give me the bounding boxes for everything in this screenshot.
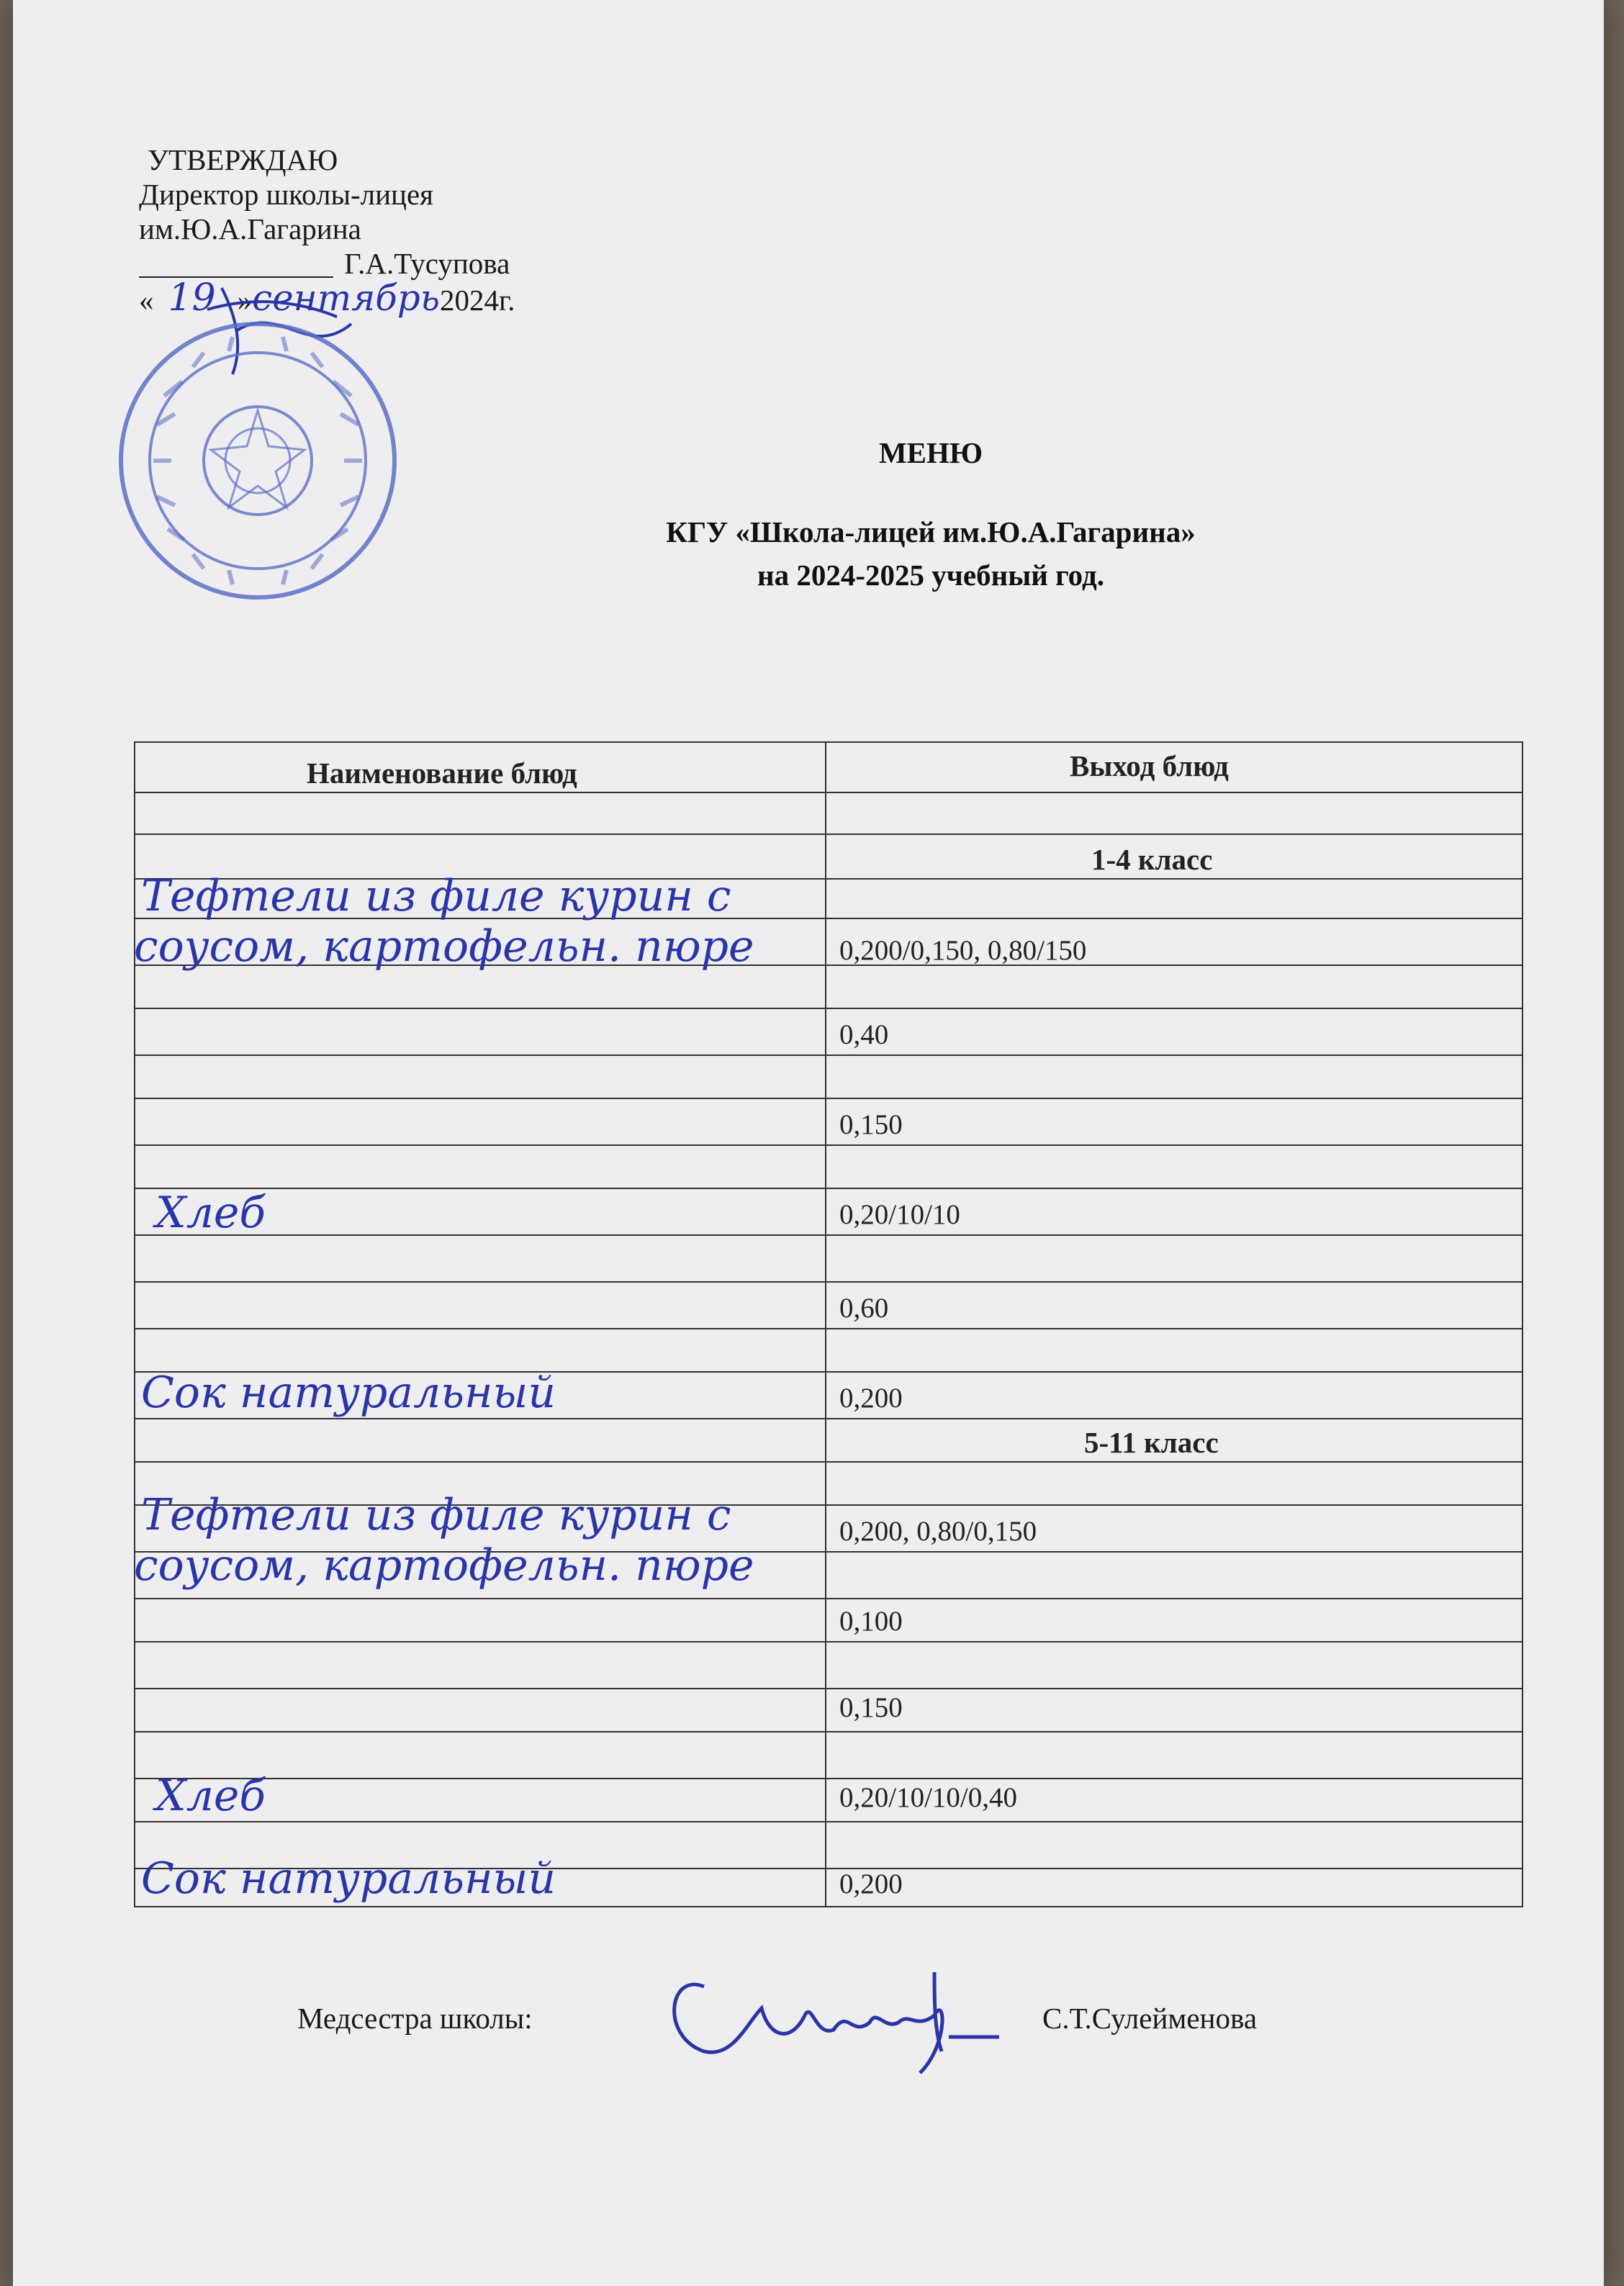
table-row-portion: 0,200/0,150, 0,80/150 (839, 935, 1087, 966)
column-header-dish: Наименование блюд (307, 756, 577, 790)
column-header-portion: Выход блюд (1070, 749, 1229, 782)
table-row-dish-continued: соусом, картофельн. пюре (134, 921, 754, 972)
menu-table (134, 741, 1523, 1907)
table-row-portion: 0,60 (839, 1293, 889, 1324)
table-row-portion: 0,150 (839, 1109, 903, 1140)
table-row-portion: 0,150 (839, 1692, 903, 1723)
date-year: 2024г. (439, 284, 515, 317)
table-row-portion: 0,40 (839, 1019, 889, 1050)
nurse-role-label: Медсестра школы: (297, 2002, 533, 2035)
group-header-5-11: 5-11 класс (1084, 1426, 1219, 1459)
table-row-dish: Тефтели из филе курин с (141, 871, 731, 921)
table-row-portion: 0,20/10/10/0,40 (839, 1782, 1018, 1813)
approval-signatory: Г.А.Тусупова (344, 247, 510, 280)
date-quote-close: » (237, 284, 253, 317)
table-row-dish: Сок натуральный (141, 1853, 556, 1904)
school-year-title: на 2024-2025 учебный год. (757, 559, 1104, 592)
institution-title: КГУ «Школа-лицей им.Ю.А.Гагарина» (666, 515, 1196, 548)
document-page (13, 0, 1604, 2286)
table-row-dish: Хлеб (155, 1771, 266, 1821)
nurse-signature (661, 1943, 1035, 2080)
nurse-name: С.Т.Сулейменова (1042, 2002, 1258, 2035)
table-row-dish: Хлеб (155, 1188, 266, 1238)
table-row-portion: 0,200 (839, 1383, 903, 1414)
table-row-portion: 0,20/10/10 (839, 1199, 960, 1230)
table-row-portion: 0,200, 0,80/0,150 (839, 1516, 1037, 1547)
table-row-portion: 0,100 (839, 1606, 903, 1637)
table-row-dish: Сок натуральный (141, 1368, 556, 1418)
date-quote-open: « (139, 284, 154, 317)
date-day: 19 (168, 276, 216, 320)
approval-heading: УТВЕРЖДАЮ (148, 143, 338, 176)
group-header-1-4: 1-4 класс (1091, 843, 1213, 876)
table-row-dish: Тефтели из филе курин с (141, 1490, 731, 1540)
approval-school: им.Ю.А.Гагарина (139, 212, 361, 245)
date-month: сентябрь (252, 277, 440, 319)
menu-title: МЕНЮ (878, 436, 983, 469)
approval-position: Директор школы-лицея (139, 178, 434, 211)
table-row-portion: 0,200 (839, 1869, 903, 1899)
table-row-dish-continued: соусом, картофельн. пюре (134, 1540, 754, 1591)
